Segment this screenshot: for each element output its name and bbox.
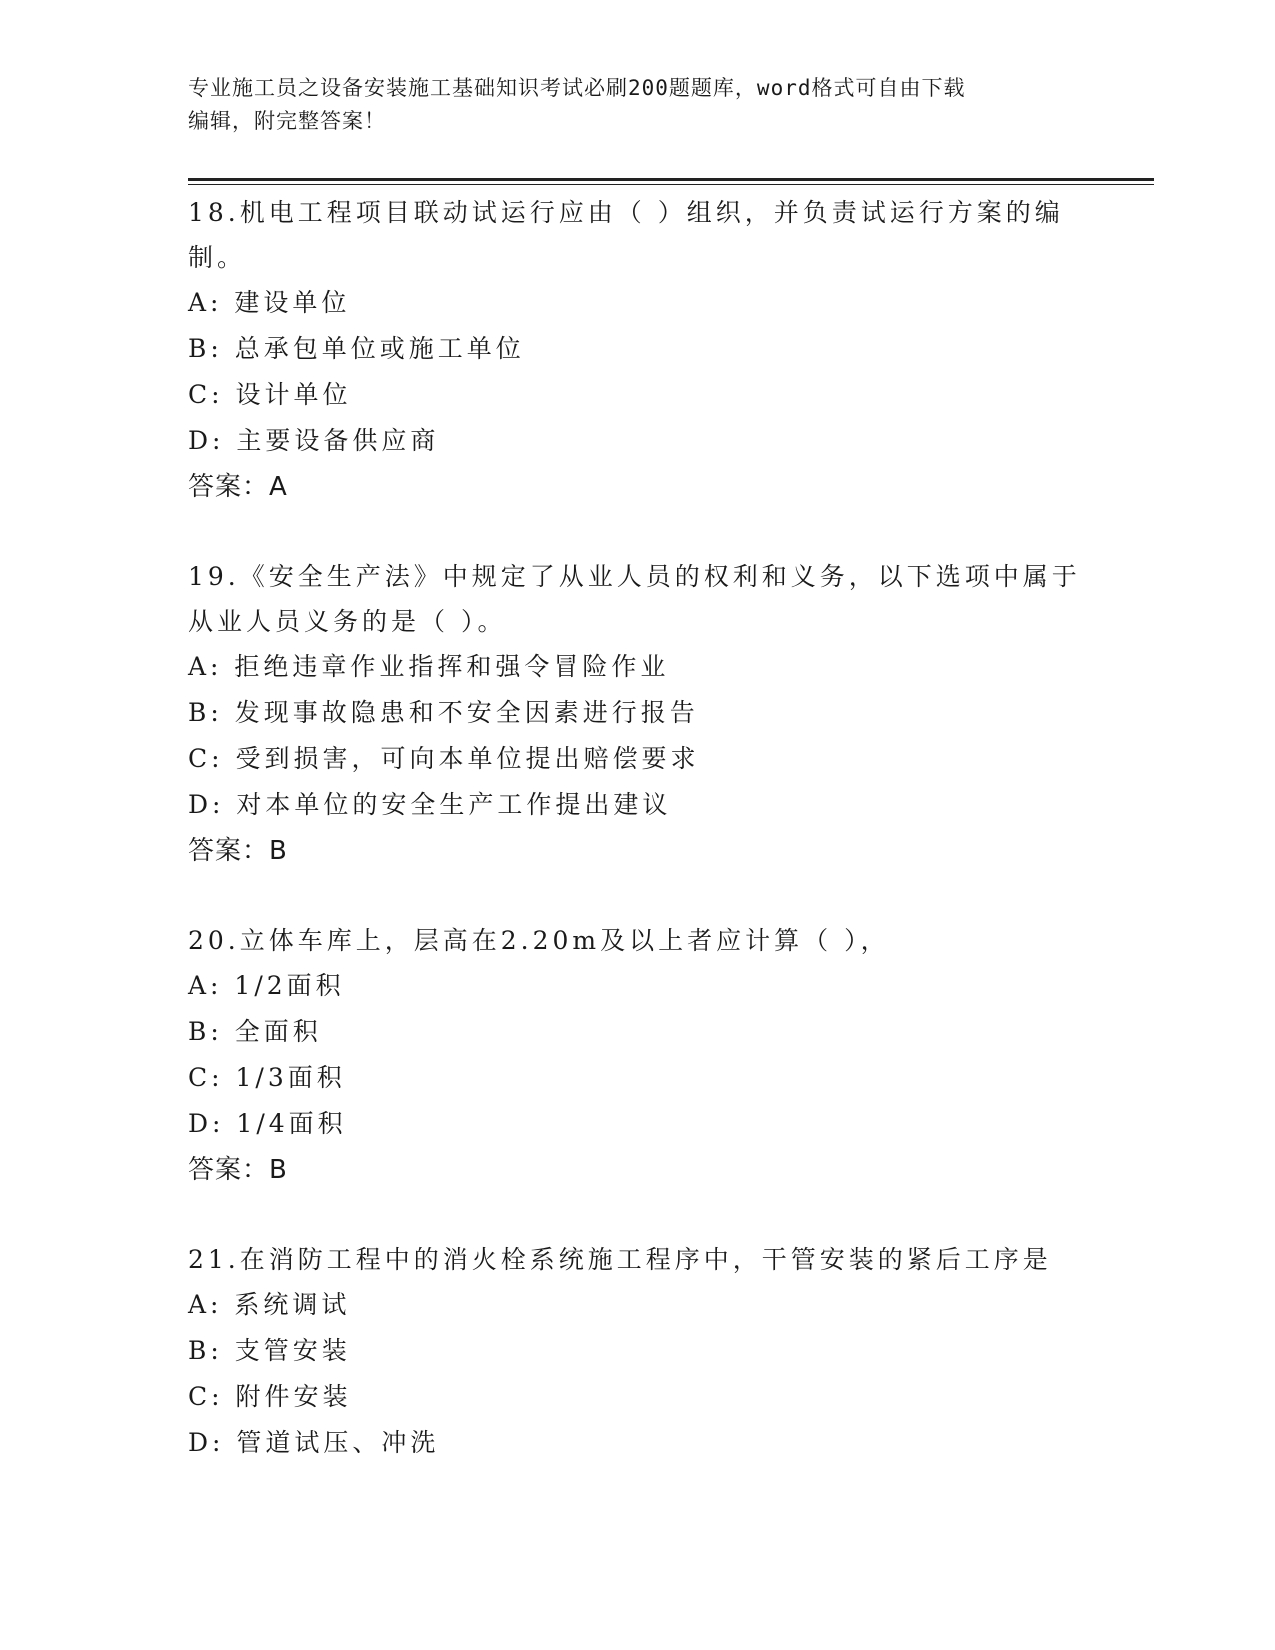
option-c: C: 受到损害，可向本单位提出赔偿要求 <box>188 744 700 773</box>
option-b: B: 总承包单位或施工单位 <box>188 334 525 363</box>
header-divider-thin <box>188 184 1154 185</box>
header-line-1: 专业施工员之设备安装施工基础知识考试必刷200题题库，word格式可自由下载 <box>188 76 966 100</box>
question-list <box>188 190 1088 1510</box>
question-18 <box>188 190 1088 510</box>
document-header <box>188 72 1088 138</box>
question-text: 19.《安全生产法》中规定了从业人员的权利和义务，以下选项中属于从业人员义务的是（ ）。 <box>188 562 1081 636</box>
option-a: A: 拒绝违章作业指挥和强令冒险作业 <box>188 652 670 681</box>
option-c: C: 1/3面积 <box>188 1063 346 1092</box>
question-text: 21.在消防工程中的消火栓系统施工程序中，干管安装的紧后工序是 <box>188 1245 1052 1274</box>
option-d: D: 管道试压、冲洗 <box>188 1428 440 1457</box>
answer: 答案：B <box>188 836 288 866</box>
answer: 答案：B <box>188 1155 288 1185</box>
header-divider-thick <box>188 178 1154 181</box>
question-20 <box>188 918 1088 1193</box>
option-d: D: 主要设备供应商 <box>188 426 440 455</box>
question-19 <box>188 554 1088 874</box>
question-text: 20.立体车库上，层高在2.20m及以上者应计算（ ）， <box>188 926 890 955</box>
option-d: D: 对本单位的安全生产工作提出建议 <box>188 790 672 819</box>
option-a: A: 建设单位 <box>188 288 351 317</box>
option-c: C: 设计单位 <box>188 380 352 409</box>
question-text: 18.机电工程项目联动试运行应由（ ）组织，并负责试运行方案的编制。 <box>188 198 1064 272</box>
question-21 <box>188 1237 1088 1466</box>
header-line-2: 编辑，附完整答案！ <box>188 109 386 133</box>
option-a: A: 1/2面积 <box>188 971 345 1000</box>
answer: 答案：A <box>188 472 288 502</box>
option-c: C: 附件安装 <box>188 1382 352 1411</box>
option-d: D: 1/4面积 <box>188 1109 347 1138</box>
option-b: B: 发现事故隐患和不安全因素进行报告 <box>188 698 699 727</box>
option-a: A: 系统调试 <box>188 1290 351 1319</box>
option-b: B: 支管安装 <box>188 1336 351 1365</box>
option-b: B: 全面积 <box>188 1017 322 1046</box>
